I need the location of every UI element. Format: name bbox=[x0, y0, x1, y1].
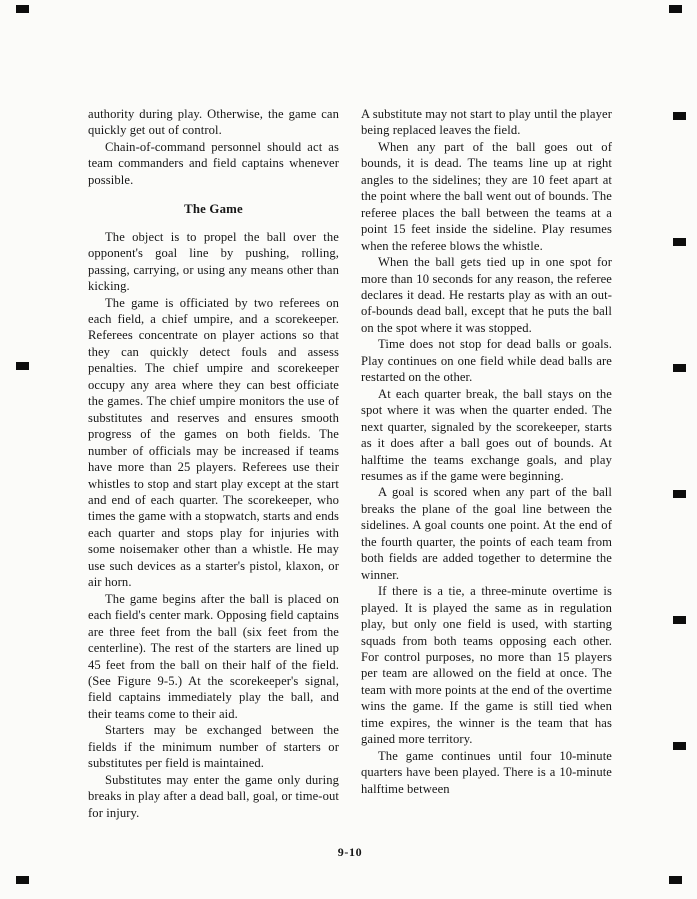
paragraph: A goal is scored when any part of the ball breaks the plane of the goal line between the sidelines. A goal counts one point. At the end of the fourth quarter, the points of each team from both fields are added together to determine the winner. bbox=[361, 485, 612, 582]
paragraph: Substitutes may enter the game only during breaks in play after a dead ball, goal, or time-out for injury. bbox=[88, 772, 339, 820]
paragraph: authority during play. Otherwise, the game can quickly get out of control. bbox=[88, 107, 339, 138]
paragraph: The game is officiated by two referees on each field, a chief umpire, and a scorekeeper. Referees concentrate on player actions so that they can quickly detect fouls and assess penalties. The chief umpire and scorekeeper occupy any area where they can best officiate the games. The chief umpire monitors the use of substitutes and reserves and ensures smooth progress of the games on both fields. The number of officials may be increased if teams have more than 25 players. Referees use their whistles to stop and start play except at the start and end of each quarter. The scorekeeper, who times the game with a stopwatch, starts and ends each quarter and stops play for injuries with some noisemaker other than a whistle. He may use such devices as a starter's pistol, klaxon, or air horn. bbox=[88, 295, 339, 590]
paragraph: The game begins after the ball is placed on each field's center mark. Opposing field captains are three feet from the ball (six feet from the centerline). The rest of the starters are lined up 45 feet from the ball on their half of the field. (See Figure 9-5.) At the scorekeeper's signal, field captains immediately play the ball, and their teams come to their aid. bbox=[88, 591, 339, 721]
paragraph: Starters may be exchanged between the fields if the minimum number of starters or substitutes per field is maintained. bbox=[88, 723, 339, 771]
film-mark bbox=[16, 362, 29, 370]
film-mark bbox=[673, 616, 686, 624]
film-mark bbox=[673, 238, 686, 246]
film-mark bbox=[16, 5, 29, 13]
film-mark bbox=[673, 112, 686, 120]
right-column bbox=[361, 106, 612, 821]
section-heading: The Game bbox=[184, 202, 243, 217]
paragraph: When any part of the ball goes out of bounds, it is dead. The teams line up at right angles to the sidelines; they are 10 feet apart at the point where the ball went out of bounds. The referee places the ball between the teams at a point 15 feet inside the sideline. Play resumes when the referee blows the whistle. bbox=[361, 139, 612, 253]
paragraph: At each quarter break, the ball stays on the spot where it was when the quarter ended. The next quarter, signaled by the scorekeeper, starts as it does after a ball goes out of bounds. At halftime the teams exchange goals, and play resumes as if the game were beginning. bbox=[361, 386, 612, 483]
film-mark bbox=[673, 742, 686, 750]
paragraph: The object is to propel the ball over the opponent's goal line by pushing, rolling, passing, carrying, or using any means other than kicking. bbox=[88, 229, 339, 294]
film-mark bbox=[669, 876, 682, 884]
paragraph: Time does not stop for dead balls or goals. Play continues on one field while dead balls are restarted on the other. bbox=[361, 337, 612, 385]
paragraph: The game continues until four 10-minute quarters have been played. There is a 10-minute halftime between bbox=[361, 748, 612, 796]
paragraph: A substitute may not start to play until the player being replaced leaves the field. bbox=[361, 107, 612, 138]
paragraph: Chain-of-command personnel should act as team commanders and field captains whenever possible. bbox=[88, 139, 339, 187]
film-mark bbox=[669, 5, 682, 13]
film-mark bbox=[16, 876, 29, 884]
page-body bbox=[88, 106, 612, 821]
paragraph: When the ball gets tied up in one spot for more than 10 seconds for any reason, the referee declares it dead. He restarts play as with an out-of-bounds dead ball, except that he puts the ball on the spot where it was stopped. bbox=[361, 255, 612, 335]
paragraph: If there is a tie, a three-minute overtime is played. It is played the same as in regulation play, but only one field is used, with starting squads from both teams opposing each other. For control purposes, no more than 15 players per team are allowed on the field at once. The team with more points at the end of the overtime wins the game. If the game is still tied when time expires, the winner is the team that has gained more territory. bbox=[361, 584, 612, 747]
page-number: 9-10 bbox=[337, 845, 363, 859]
film-mark bbox=[673, 490, 686, 498]
film-mark bbox=[673, 364, 686, 372]
left-column bbox=[88, 106, 339, 821]
